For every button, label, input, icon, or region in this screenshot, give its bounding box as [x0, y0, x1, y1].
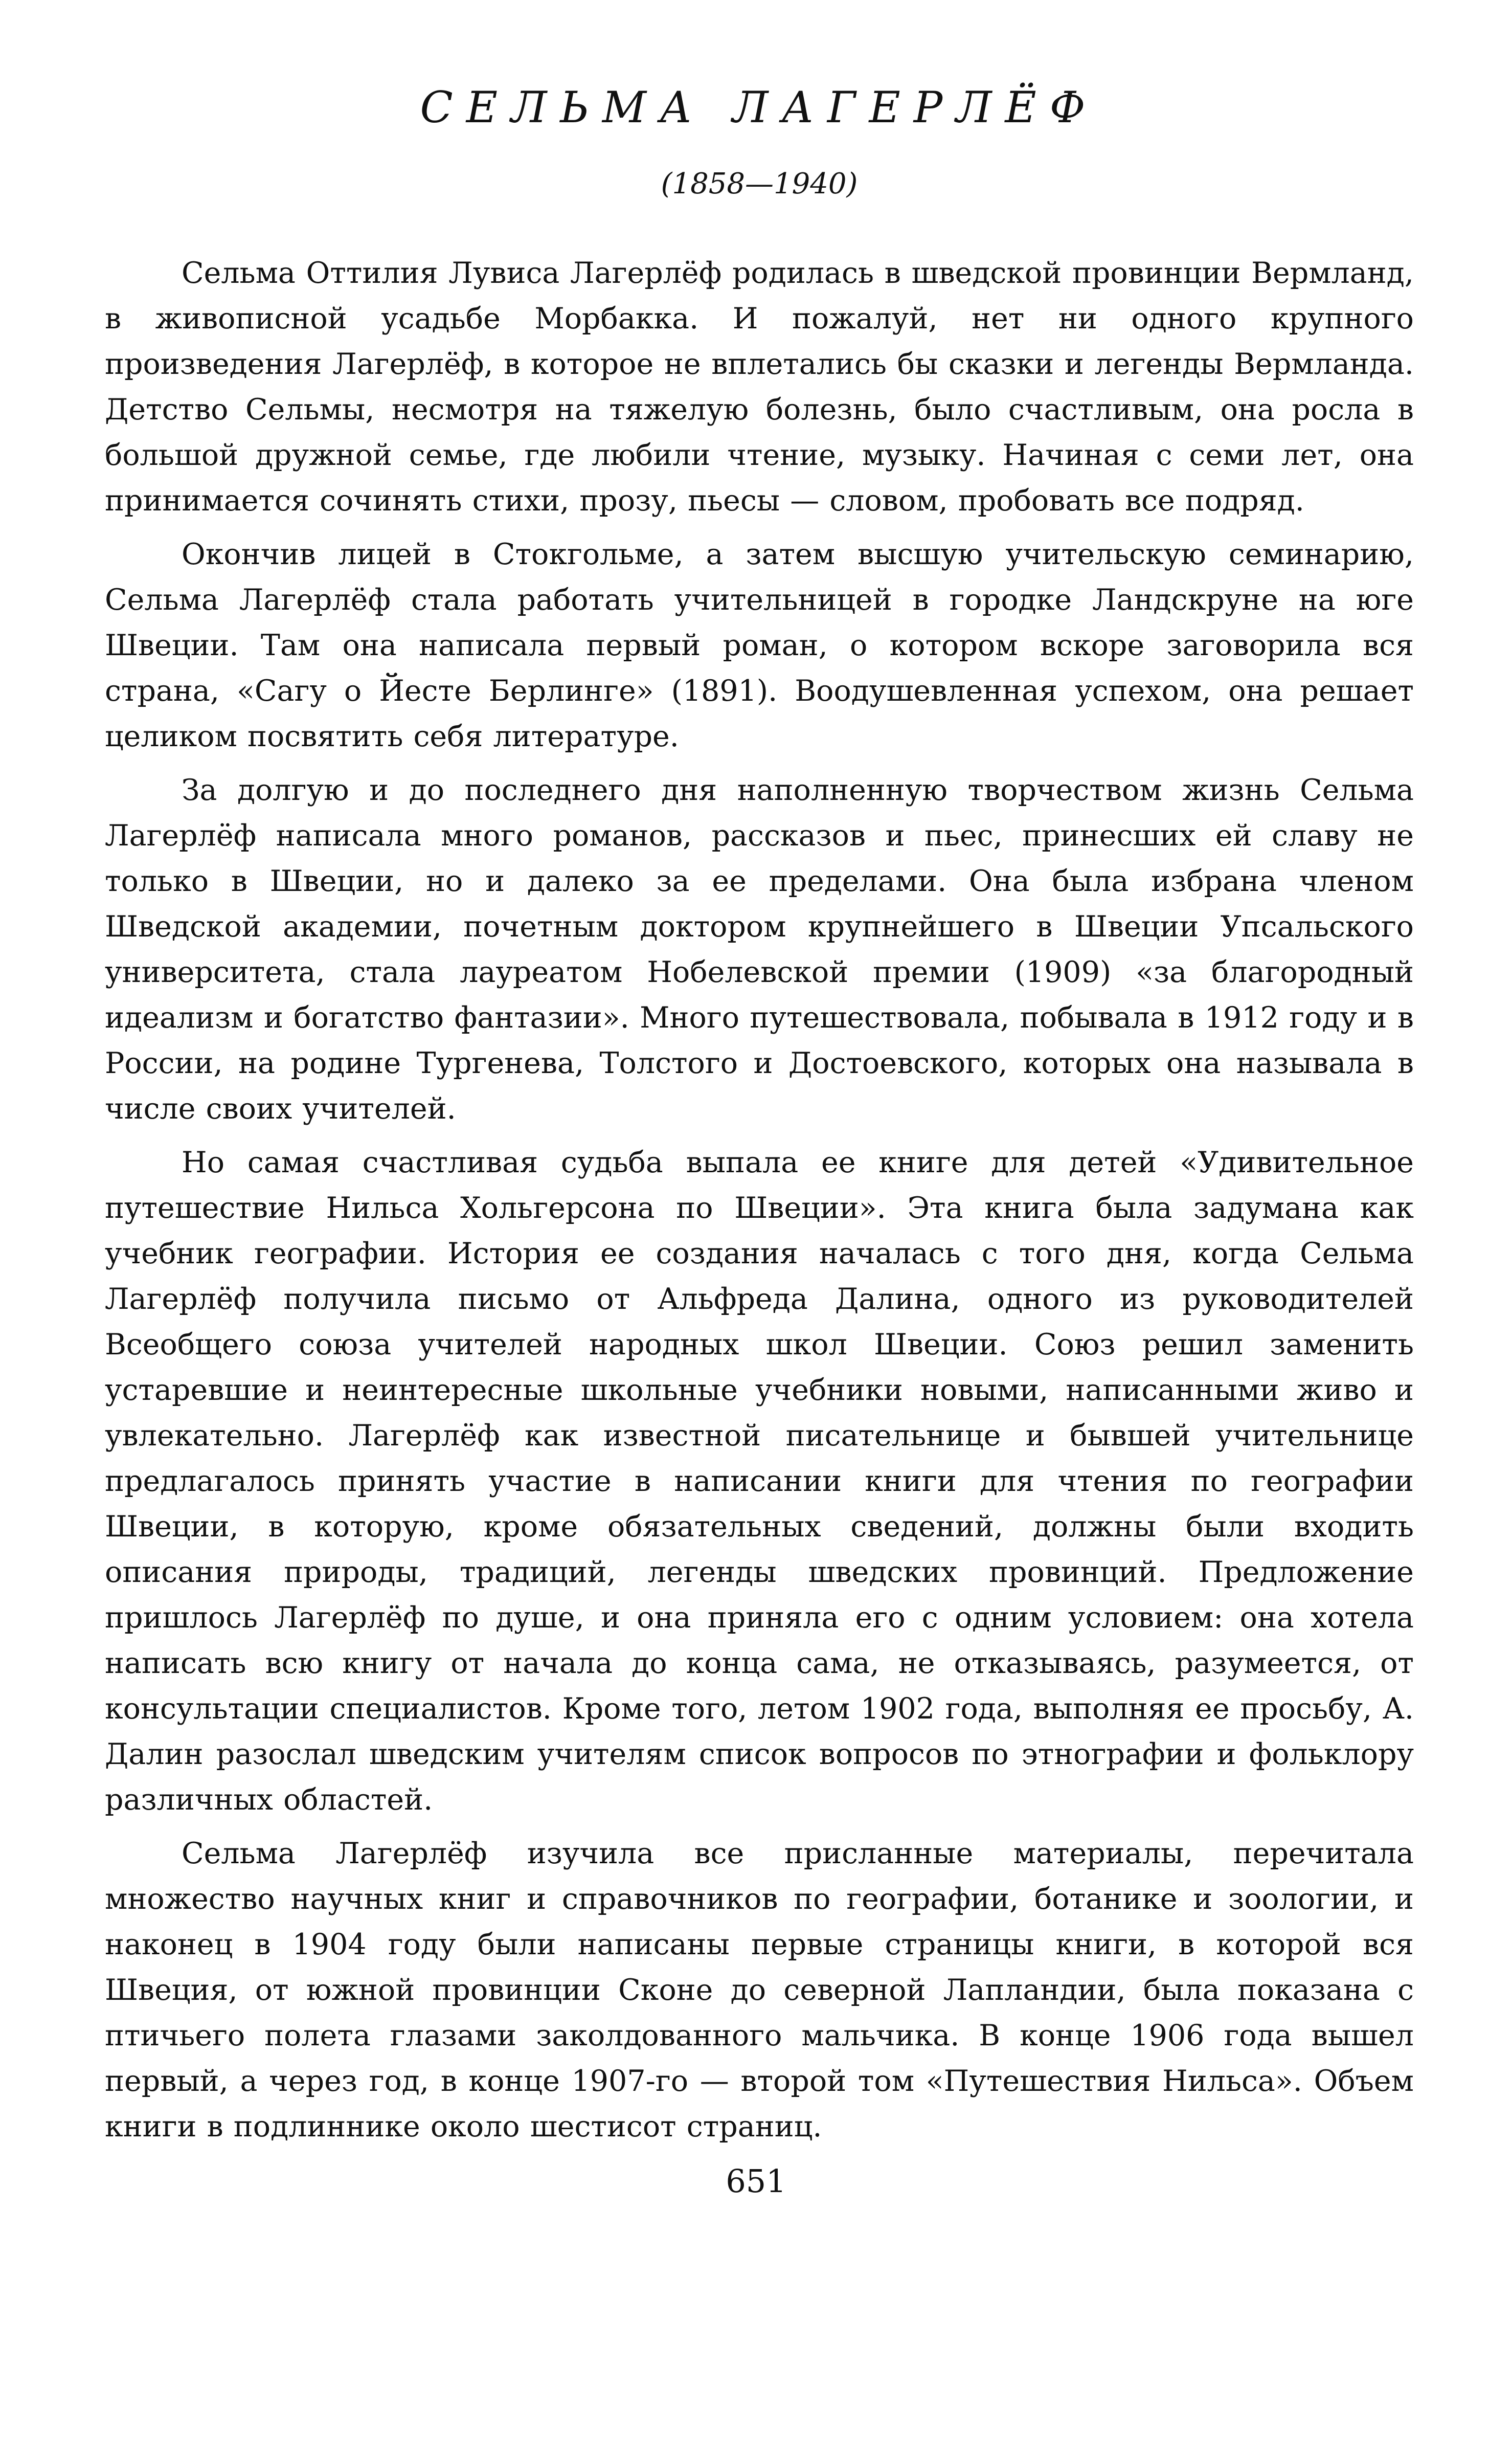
paragraph-4: Но самая счастливая судьба выпала ее книге для детей «Удивительное путешествие Нильса Хольгерсона по Швеции». Эта книга была задумана как учебник географии. История ее создания началась с того дня, когда Сельма Лагерлёф получила письмо от Альфреда Далина, одного из руководителей Всеобщего союза учителей народных школ Швеции. Союз решил заменить устаревшие и неинтересные школьные учебники новыми, написанными живо и увлекательно. Лагерлёф как известной писательнице и бывшей учительнице предлагалось принять участие в написании книги для чтения по географии Швеции, в которую, кроме обязательных сведений, должны были входить описания природы, традиций, легенды шведских провинций. Предложение пришлось Лагерлёф по душе, и она приняла его с одним условием: она хотела написать всю книгу от начала до конца сама, не отказываясь, разумеется, от консультации специалистов. Кроме того, летом 1902 года, выполняя ее просьбу, А. Далин разослал шведским учителям список вопросов по этнографии и фольклору различных областей.: [105, 1146, 1414, 1817]
paragraph-3: За долгую и до последнего дня наполненную творчеством жизнь Сельма Лагерлёф написала много романов, рассказов и пьес, принесших ей славу не только в Швеции, но и далеко за ее пределами. Она была избрана членом Шведской академии, почетным доктором крупнейшего в Швеции Упсальского университета, стала лауреатом Нобелевской премии (1909) «за благородный идеализм и богатство фантазии». Много путешествовала, побывала в 1912 году и в России, на родине Тургенева, Толстого и Достоевского, которых она называла в числе своих учителей.: [105, 773, 1414, 1126]
paragraph-2: Окончив лицей в Стокгольме, а затем высшую учительскую семинарию, Сельма Лагерлёф стала работать учительницей в городке Ландскруне на юге Швеции. Там она написала первый роман, о котором вскоре заговорила вся страна, «Сагу о Йесте Берлинге» (1891). Воодушевленная успехом, она решает целиком посвятить себя литературе.: [105, 538, 1414, 753]
paragraph-1: Сельма Оттилия Лувиса Лагерлёф родилась в шведской провинции Вермланд, в живописной усадьбе Морбакка. И пожалуй, нет ни одного крупного произведения Лагерлёф, в которое не вплетались бы сказки и легенды Вермланда. Детство Сельмы, несмотря на тяжелую болезнь, было счастливым, она росла в большой дружной семье, где любили чтение, музыку. Начиная с семи лет, она принимается сочинять стихи, прозу, пьесы — словом, пробовать все подряд.: [105, 256, 1414, 518]
article-body: [105, 251, 1414, 2150]
life-years: (1858—1940): [661, 167, 858, 200]
page-title: СЕЛЬМА ЛАГЕРЛЁФ: [420, 82, 1099, 132]
page-number: 651: [726, 2162, 786, 2200]
paragraph-5: Сельма Лагерлёф изучила все присланные материалы, перечитала множество научных книг и справочников по географии, ботанике и зоологии, и наконец в 1904 году были написаны первые страницы книги, в которой вся Швеция, от южной провинции Сконе до северной Лапландии, была показана с птичьего полета глазами заколдованного мальчика. В конце 1906 года вышел первый, а через год, в конце 1907-го — второй том «Путешествия Нильса». Объем книги в подлиннике около шестисот страниц.: [105, 1837, 1414, 2144]
document-page: [105, 77, 1414, 2158]
